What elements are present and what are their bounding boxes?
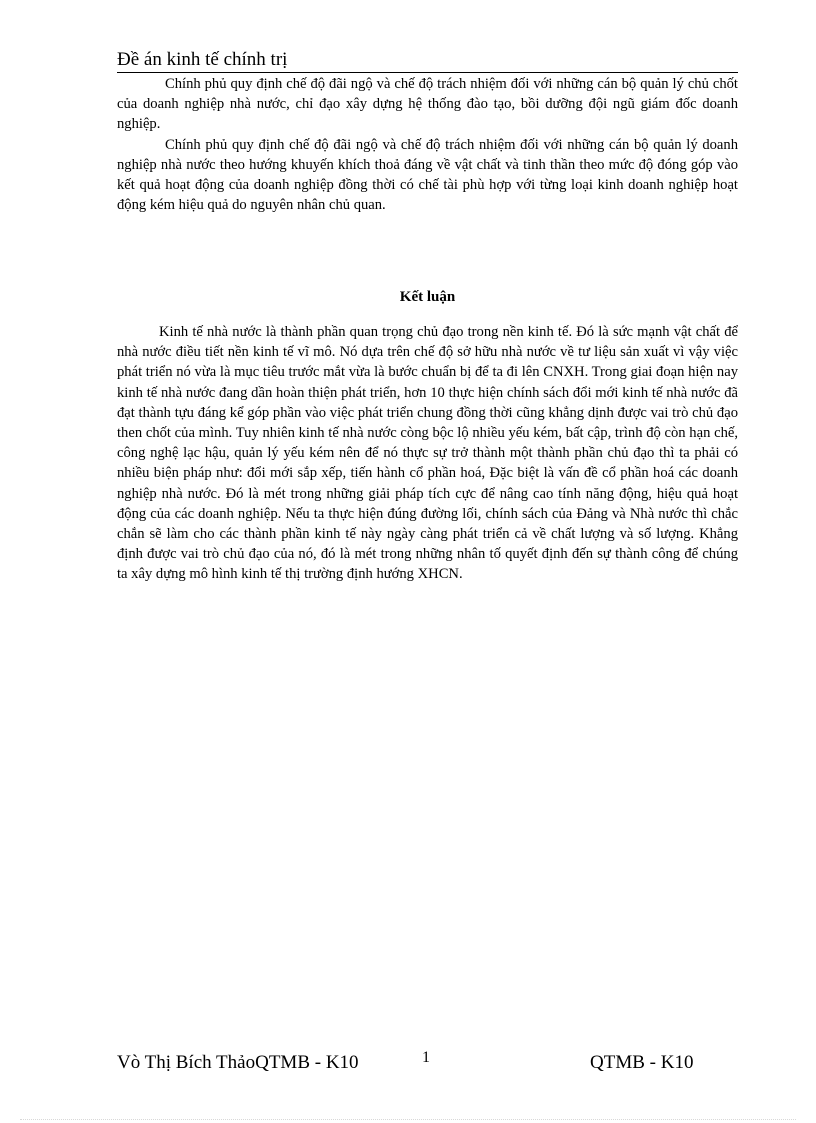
footer-class: QTMB - K10 bbox=[590, 1052, 694, 1073]
page-number: 1 bbox=[422, 1049, 430, 1066]
header-title: Đề án kinh tế chính trị bbox=[117, 49, 288, 70]
conclusion-heading: Kết luận bbox=[399, 289, 456, 305]
intro-paragraph: Chính phủ quy định chế độ đãi ngộ và chế độ trách nhiệm đối với những cán bộ quản lý doanh nghiệp nhà nước theo hướng khuyến khích thoả đáng về vật chất và tinh thần theo mức độ đóng góp vào kết quả hoạt động của doanh nghiệp đồng thời có chế tài phù hợp với từng loại kinh doanh nghiệp hoạt động kém hiệu quả do nguyên nhân chủ quan. bbox=[117, 136, 738, 214]
intro-section bbox=[117, 74, 738, 215]
conclusion-paragraph: Kinh tế nhà nước là thành phần quan trọng chủ đạo trong nền kinh tế. Đó là sức mạnh vật chất để nhà nước điều tiết nền kinh tế vĩ mô. Nó dựa trên chế độ sở hữu nhà nước về tư liệu sản xuất vì vậy việc phát triển nó vừa là mục tiêu trước mắt vừa là bước chuẩn bị để ta đi lên CNXH. Trong giai đoạn hiện nay kinh tế nhà nước đang dần hoàn thiện phát triển, hơn 10 thực hiện chính sách đổi mới kinh tế nhà nước đã đạt thành tựu đáng kể góp phần vào việc phát triển chung đồng thời cũng khẳng dịnh được vai trò chủ đạo then chốt của mình. Tuy nhiên kinh tế nhà nước còng bộc lộ nhiều yếu kém, bất cập, trình độ còn hạn chế, công nghệ lạc hậu, quản lý yếu kém nên để nó thực sự trở thành một thành phần chủ đạo thì ta phải có nhiều biện pháp như: đổi mới sắp xếp, tiến hành cổ phần hoá, Đặc biệt là vấn đề cổ phần hoá các doanh nghiệp nhà nước. Đó là mét trong những giải pháp tích cực để nâng cao tính năng động, hiệu quả hoạt động của các doanh nghiệp. Nếu ta thực hiện đúng đường lối, chính sách của Đảng và Nhà nước thì chắc chắn sẽ làm cho các thành phần kinh tế này ngày càng phát triển cả về chất lượng và số lượng. Khẳng định được vai trò chủ đạo của nó, đó là mét trong những nhân tố quyết định đến sự thành công để chúng ta xây dựng mô hình kinh tế thị trường định hướng XHCN. bbox=[117, 324, 738, 583]
footer-author: Vò Thị Bích ThảoQTMB - K10 bbox=[117, 1052, 359, 1073]
conclusion-section bbox=[117, 322, 738, 585]
intro-paragraph: Chính phủ quy định chế độ đãi ngộ và chế độ trách nhiệm đối với những cán bộ quản lý chủ chốt của doanh nghiệp nhà nước, chỉ đạo xây dựng hệ thống đào tạo, bồi dưỡng đội ngũ giám đốc doanh nghiệp. bbox=[117, 76, 738, 133]
page-bottom-divider bbox=[20, 1119, 796, 1120]
header-rule bbox=[117, 72, 738, 73]
